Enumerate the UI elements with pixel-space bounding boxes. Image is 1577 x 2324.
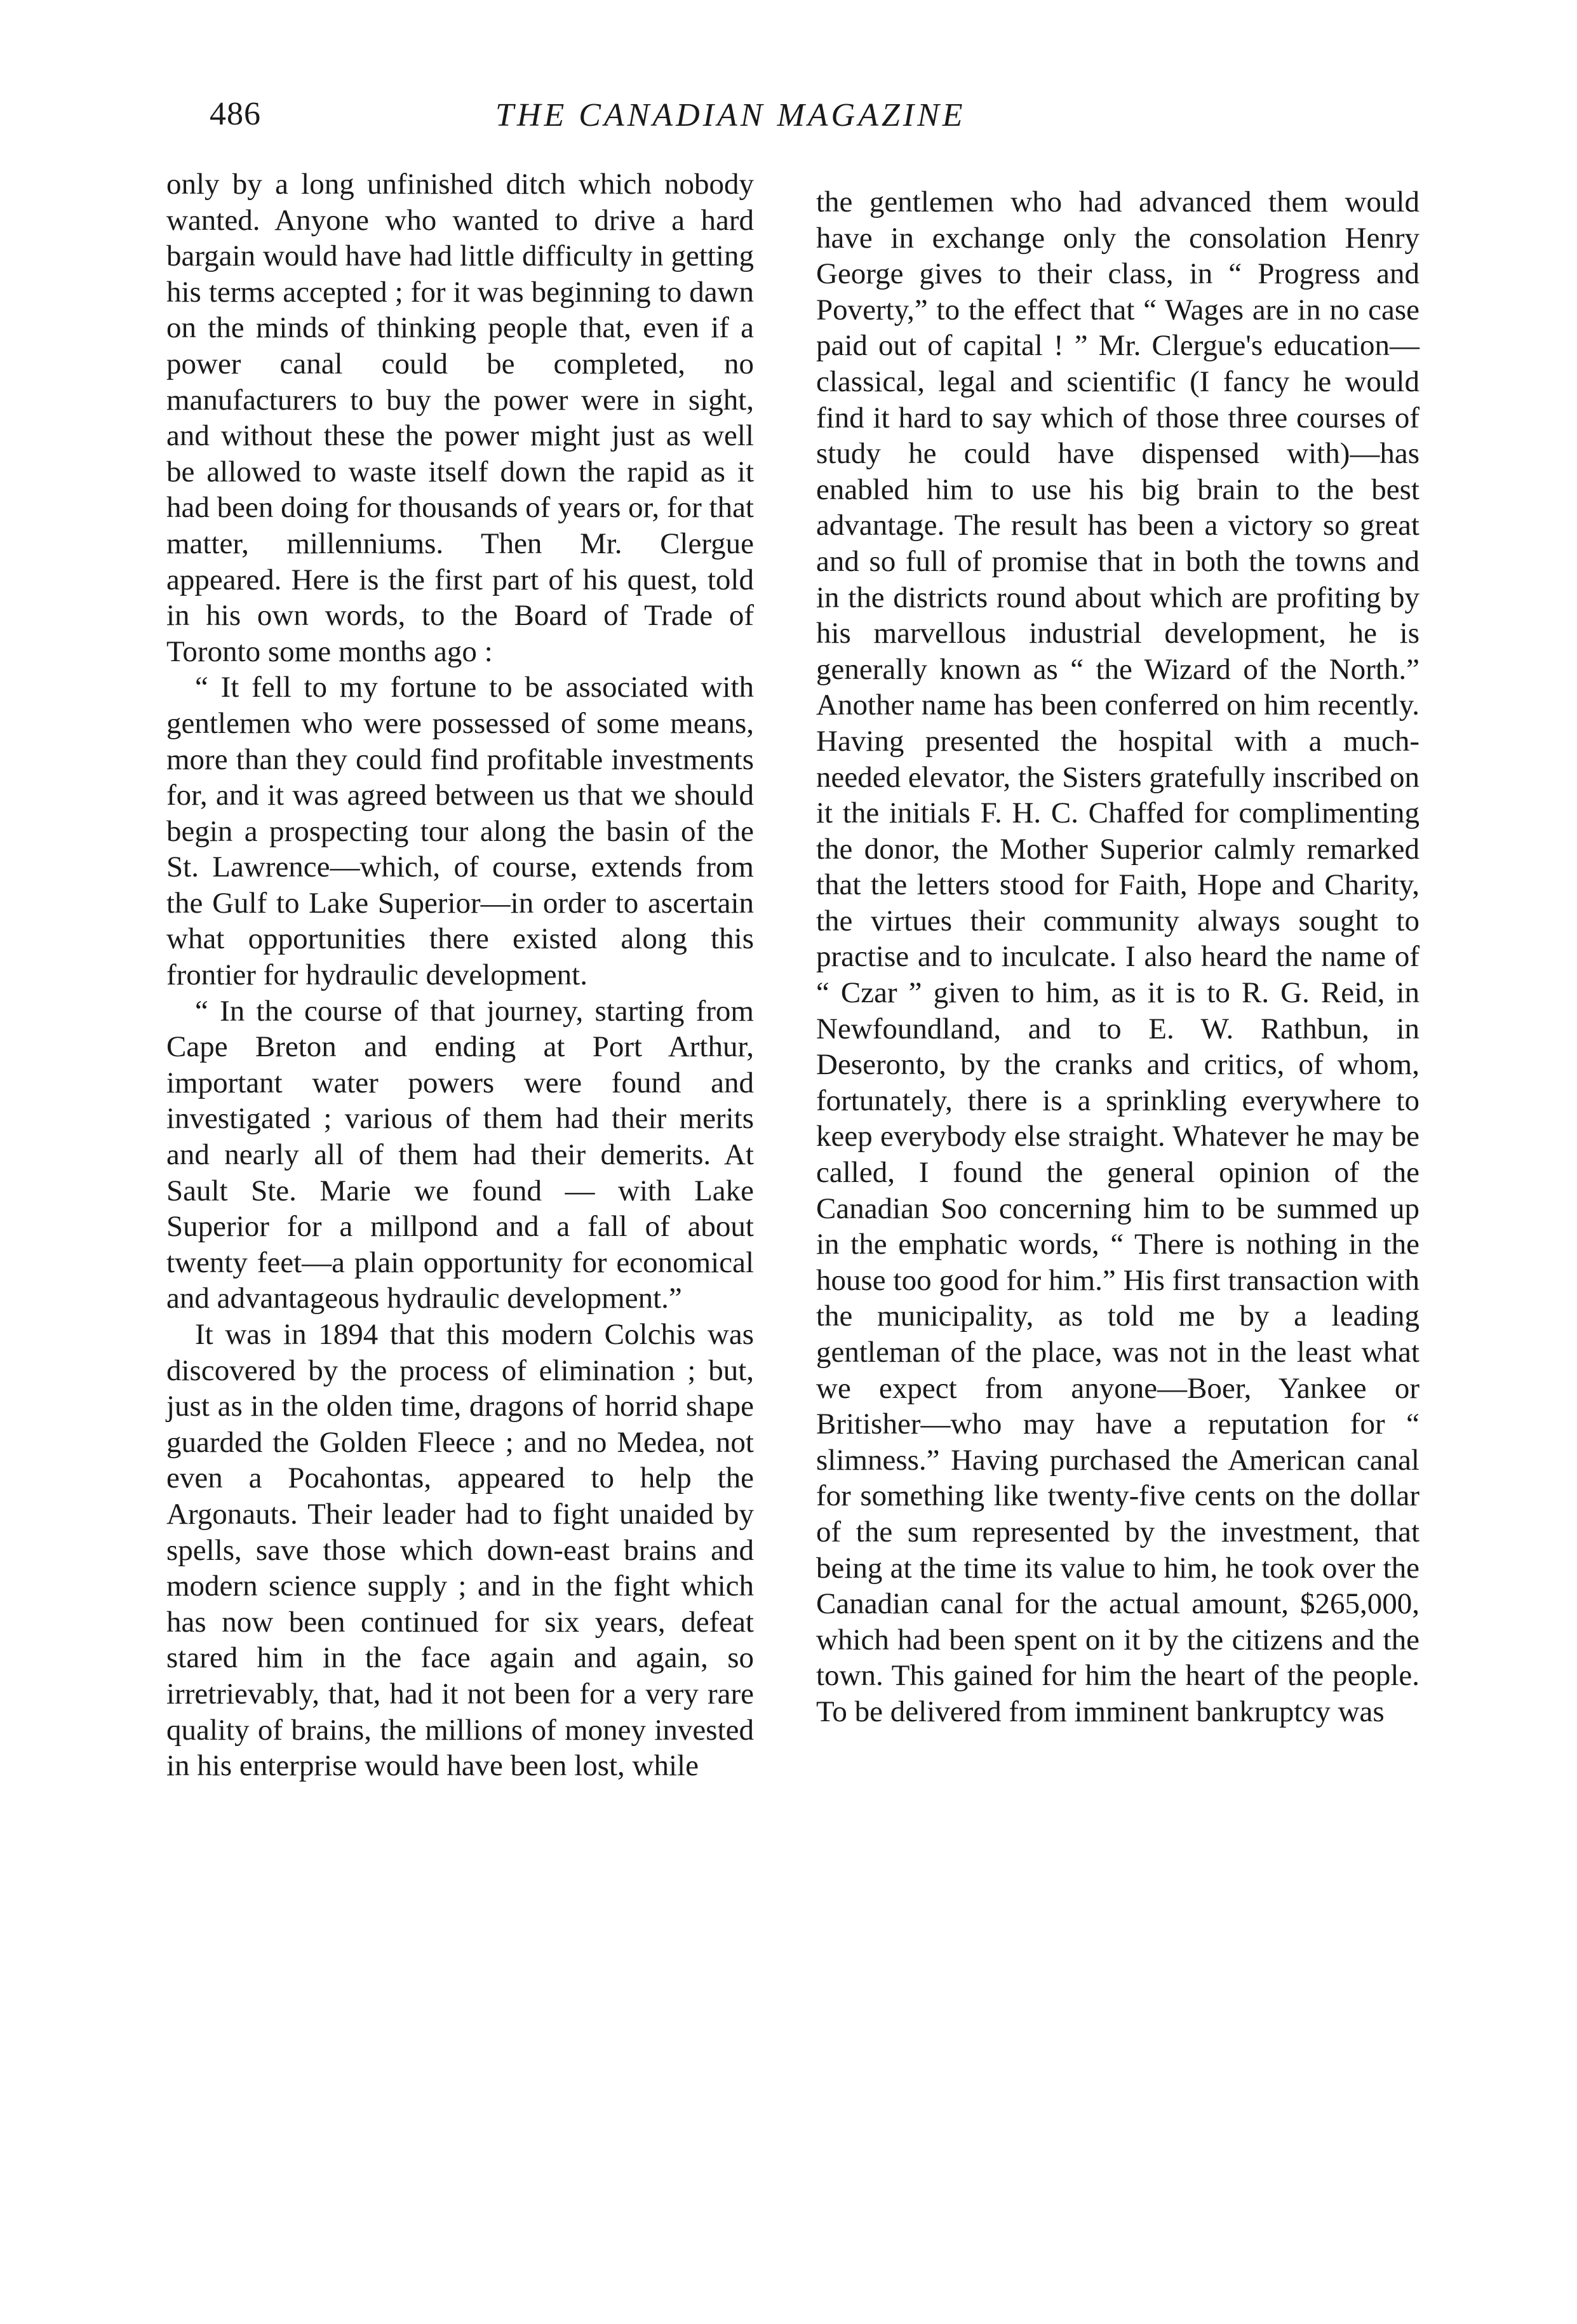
paragraph: only by a long unfinished ditch which nobody wanted. Anyone who wanted to drive a hard bargain would have had little difficulty in getting his terms accepted ; for it was beginning to dawn on the minds of thinking people that, even if a power canal could be completed, no manufacturers to buy the power were in sight, and without these the power might just as well be allowed to waste itself down the rapid as it had been doing for thousands of years or, for that matter, millenniums. Then Mr. Clergue appeared. Here is the first part of his quest, told in his own words, to the Board of Trade of Toronto some months ago : — [166, 168, 754, 668]
paragraph: “ It fell to my fortune to be associated with gentlemen who were possessed of some means, more than they could find profitable investments for, and it was agreed between us that we should begin a prospecting tour along the basin of the St. Lawrence—which, of course, extends from the Gulf to Lake Superior—in order to ascertain what opportunities there existed along this frontier for hydraulic development. — [166, 671, 754, 992]
right-column — [816, 184, 1419, 1730]
paragraph: the gentlemen who had advanced them would have in exchange only the consolation Henry George gives to their class, in “ Progress and Poverty,” to the effect that “ Wages are in no case paid out of capital ! ” Mr. Clergue's education—classical, legal and scientific (I fancy he would find it hard to say which of those three courses of study he could have dispensed with)—has enabled him to use his big brain to the best advantage. The result has been a victory so great and so full of promise that in both the towns and in the districts round about which are profiting by his marvellous industrial development, he is generally known as “ the Wizard of the North.” Another name has been conferred on him recently. Having presented the hospital with a much-needed elevator, the Sisters gratefully inscribed on it the initials F. H. C. Chaffed for complimenting the donor, the Mother Superior calmly remarked that the letters stood for Faith, Hope and Charity, the virtues their community always sought to practise and to inculcate. I also heard the name of “ Czar ” given to him, as it is to R. G. Reid, in Newfoundland, and to E. W. Rathbun, in Deseronto, by the cranks and critics, of whom, fortunately, there is a sprinkling everywhere to keep everybody else straight. Whatever he may be called, I found the general opinion of the Canadian Soo concerning him to be summed up in the emphatic words, “ There is nothing in the house too good for him.” His first transaction with the municipality, as told me by a leading gentleman of the place, was not in the least what we expect from anyone—Boer, Yankee or Britisher—who may have a reputation for “ slimness.” Having purchased the American canal for something like twenty-five cents on the dollar of the sum represented by the investment, that being at the time its value to him, he took over the Canadian canal for the actual amount, $265,000, which had been spent on it by the citizens and the town. This gained for him the heart of the people. To be delivered from imminent bankruptcy was — [816, 185, 1419, 1728]
page-header — [210, 95, 1397, 152]
page-number: 486 — [210, 96, 261, 132]
paragraph: “ In the course of that journey, starting from Cape Breton and ending at Port Arthur, important water powers were found and investigated ; various of them had their merits and nearly all of them had their demerits. At Sault Ste. Marie we found — with Lake Superior for a millpond and a fall of about twenty feet—a plain opportunity for economical and advantageous hydraulic development.” — [166, 994, 754, 1315]
running-head: THE CANADIAN MAGAZINE — [495, 97, 966, 133]
left-column — [166, 166, 754, 1784]
paragraph: It was in 1894 that this modern Colchis was discovered by the process of elimination ; but, just as in the olden time, dragons of horrid shape guarded the Golden Fleece ; and no Medea, not even a Pocahontas, appeared to help the Argonauts. Their leader had to fight unaided by spells, save those which down-east brains and modern science supply ; and in the fight which has now been continued for six years, defeat stared him in the face again and again, so irretrievably, that, had it not been for a very rare quality of brains, the millions of money invested in his enterprise would have been lost, while — [166, 1318, 754, 1783]
